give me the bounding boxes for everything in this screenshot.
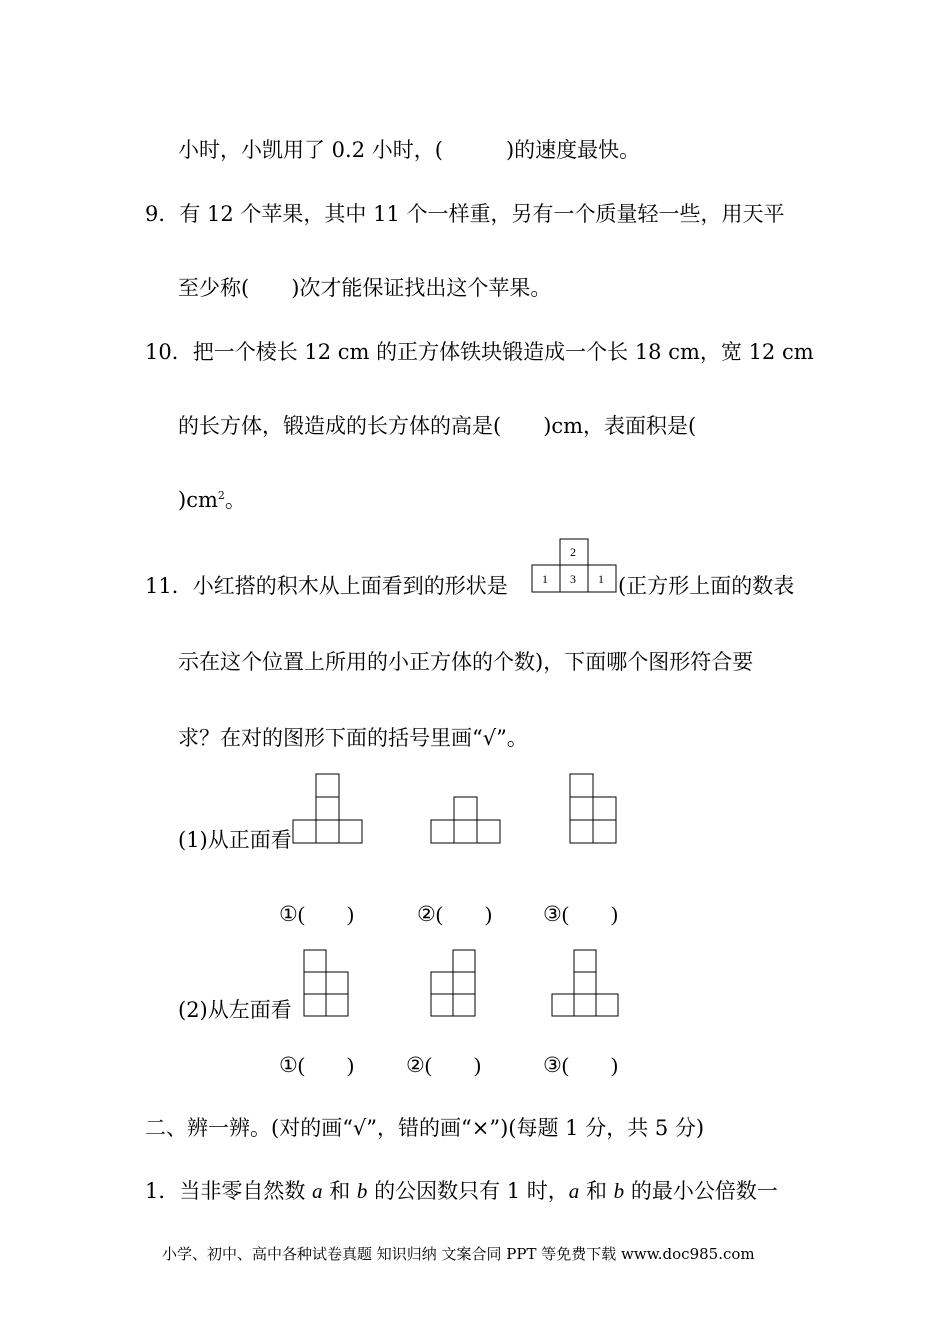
variable-b: b (613, 1179, 625, 1203)
q9-line-2: 至少称( )次才能保证找出这个苹果。 (178, 276, 552, 300)
top-view-count: 1 (542, 572, 548, 586)
page-footer: 小学、初中、高中各种试卷真题 知识归纳 文案合同 PPT 等免费下载 www.doc985.com (162, 1245, 755, 1263)
variable-a: a (312, 1179, 323, 1203)
front-view-option-3 (570, 773, 618, 845)
q9-line-1: 9．有 12 个苹果，其中 11 个一样重，另有一个质量轻一些，用天平 (145, 202, 785, 226)
front-view-option-2 (431, 796, 501, 845)
q11-line-1-end: (正方形上面的数表 (618, 574, 795, 598)
q10-line-1: 10．把一个棱长 12 cm 的正方体铁块锻造成一个长 18 cm，宽 12 cm (145, 340, 814, 364)
q11-line-2: 示在这个位置上所用的小正方体的个数)，下面哪个图形符合要 (178, 650, 754, 674)
q11-line-1-start: 11．小红搭的积木从上面看到的形状是 (145, 574, 508, 598)
part1-option-3: ③( ) (543, 902, 618, 926)
part2-option-2: ②( ) (406, 1053, 481, 1077)
part1-option-1: ①( ) (279, 902, 354, 926)
q11-line-3: 求？在对的图形下面的括号里画“√”。 (178, 726, 528, 750)
left-view-option-2 (431, 949, 479, 1021)
top-view-count: 2 (570, 545, 576, 559)
top-view-count: 3 (570, 572, 576, 586)
variable-a: a (568, 1179, 580, 1203)
left-view-option-3 (552, 949, 622, 1021)
q10-line-2: 的长方体，锻造成的长方体的高是( )cm，表面积是( (178, 414, 697, 438)
top-view-count: 1 (598, 572, 604, 586)
variable-b: b (356, 1179, 368, 1203)
q10-unit-exponent: 2 (217, 489, 225, 502)
section2-q1: 1．当非零自然数 a 和 b 的公因数只有 1 时，a 和 b 的最小公倍数一 (145, 1179, 778, 1203)
q10-end-punct: 。 (224, 488, 246, 512)
q8-tail-text: 小时，小凯用了 0.2 小时，( )的速度最快。 (178, 138, 641, 162)
left-view-option-1 (304, 949, 352, 1021)
part1-option-2: ②( ) (417, 902, 492, 926)
q10-unit: )cm (178, 488, 218, 512)
q10-line-3 (178, 490, 246, 511)
front-view-option-1 (293, 773, 363, 845)
top-view-figure (532, 538, 618, 594)
part2-option-1: ①( ) (279, 1053, 354, 1077)
part2-option-3: ③( ) (543, 1053, 618, 1077)
part1-label: (1)从正面看 (178, 828, 292, 852)
part2-label: (2)从左面看 (178, 998, 292, 1022)
section2-heading: 二、辨一辨。(对的画“√”，错的画“×”)(每题 1 分，共 5 分) (145, 1116, 705, 1140)
